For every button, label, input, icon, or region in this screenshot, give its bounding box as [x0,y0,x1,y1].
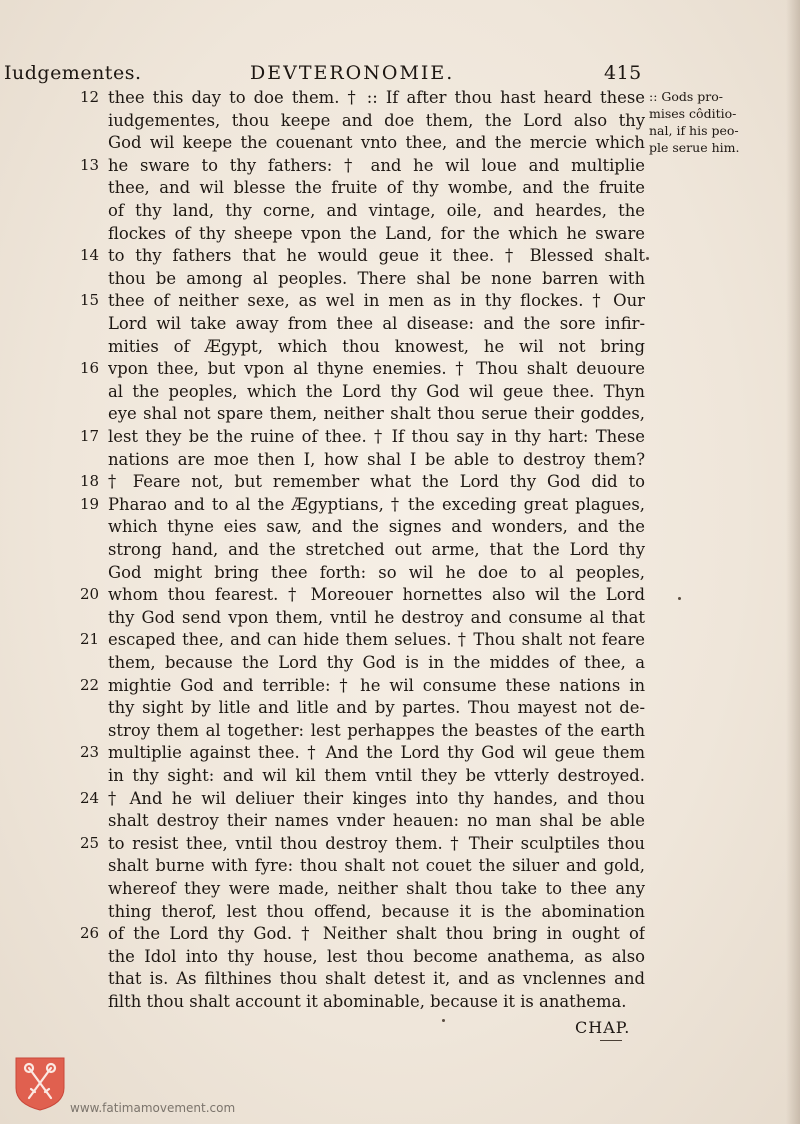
line-text: thee this day to doe them. † :: If after thou hast heard these [108,88,645,107]
verse-number: 24 [80,788,100,807]
text-line [80,131,645,154]
line-text: strong hand, and the stretched out arme, that the Lord thy [108,540,645,559]
page-number: 415 [604,62,642,84]
text-line [80,176,645,199]
verse-number: 17 [80,427,100,445]
line-text: whereof they were made, neither shalt thou take to thee any [108,879,645,898]
text-line [80,493,645,516]
verse-number: 16 [80,359,100,378]
text-line [80,538,645,561]
verse-number: 19 [80,494,100,513]
text-line [80,674,645,697]
line-text: Pharao and to al the Ægyptians, † the exceding great plagues, [108,494,645,514]
text-line [80,741,645,764]
stray-mark [678,597,681,600]
line-text: iudgementes, thou keepe and doe them, the Lord also thy [108,110,645,130]
verse-number: 21 [80,630,100,649]
verse-number: 25 [80,833,100,852]
website-watermark: www.fatimamovement.com [70,1101,236,1115]
text-line [80,945,645,968]
line-text: them, because the Lord thy God is in the middes of thee, a [108,653,645,672]
line-text: thing therof, lest thou offend, because it is the abomination [108,901,645,921]
text-line [80,312,645,335]
line-text: of the Lord thy God. † Neither shalt thou bring in ought of [108,924,645,944]
verse-number: 20 [80,585,100,604]
text-line [80,967,645,990]
line-text: thy God send vpon them, vntil he destroy and consume al that [108,607,645,627]
text-line [80,267,645,290]
line-text: thee of neither sexe, as wel in men as in thy flockes. † Our [108,291,645,311]
line-text: vpon thee, but vpon al thyne enemies. † Thou shalt deuoure [108,359,645,379]
line-text: in thy sight: and wil kil them vntil they be vtterly destroyed. [108,766,645,785]
text-line [80,109,645,132]
catchword-rule [600,1040,622,1041]
text-line [80,922,645,945]
text-line [80,809,645,832]
line-text: whom thou fearest. † Moreouer hornettes also wil the Lord [108,585,645,605]
margin-note-line: ple serue him. [649,140,740,155]
text-line [80,651,645,674]
line-text: which thyne eies saw, and the signes and wonders, and the [108,517,645,537]
verse-number: 14 [80,246,100,265]
text-line [80,900,645,923]
text-line [80,515,645,538]
text-line [80,335,645,358]
text-line [80,222,645,245]
line-text: nations are moe then I, how shal I be able to destroy them? [108,449,645,469]
text-line [80,448,645,471]
line-text: † And he wil deliuer their kinges into thy handes, and thou [108,788,645,808]
line-text: of thy land, thy corne, and vintage, oile, and heardes, the [108,201,645,220]
text-line [80,832,645,855]
line-text: God wil keepe the couenant vnto thee, and the mercie which [108,133,645,153]
line-text: stroy them al together: lest perhappes the beastes of the earth [108,720,645,740]
margin-note-line: mises côditio- [649,106,737,121]
text-line [80,289,645,312]
text-line [80,628,645,651]
line-text: the Idol into thy house, lest thou become anathema, as also [108,946,645,966]
text-line [80,877,645,900]
text-line [80,606,645,629]
text-line [80,199,645,222]
text-line [80,470,645,493]
text-line [80,764,645,787]
verse-number: 18 [80,472,100,491]
text-line [80,402,645,425]
catchword: CHAP. [575,1018,631,1037]
text-line [80,425,645,448]
line-text: thee, and wil blesse the fruite of thy wombe, and the fruite [108,178,645,198]
line-text: shalt burne with fyre: thou shalt not couet the siluer and gold, [108,856,645,876]
line-text: he sware to thy fathers: † and he wil loue and multiplie [108,155,645,175]
margin-note-line: :: Gods pro- [649,89,724,104]
line-text: to resist thee, vntil thou destroy them. † Their sculptiles thou [108,833,645,853]
margin-note [649,88,759,156]
line-text: lest they be the ruine of thee. † If thou say in thy hart: These [108,427,645,446]
stray-mark [442,1019,445,1022]
line-text: mities of Ægypt, which thou knowest, he wil not bring [108,336,645,356]
papal-seal-logo [12,1054,68,1112]
line-text: flockes of thy sheepe vpon the Land, for the which he sware [108,223,645,243]
text-line [80,583,645,606]
text-line [80,154,645,177]
running-head-left: Iudgementes. [4,62,142,84]
verse-number: 23 [80,743,100,762]
line-text: to thy fathers that he would geue it thee. † Blessed shalt [108,246,645,266]
text-line [80,357,645,380]
text-line [80,990,645,1013]
text-line [80,561,645,584]
line-text: al the peoples, which the Lord thy God wil geue thee. Thyn [108,381,645,401]
running-head-title: DEVTERONOMIE. [250,62,455,84]
verse-number: 13 [80,155,100,174]
line-text: multiplie against thee. † And the Lord thy God wil geue them [108,743,645,763]
verse-number: 26 [80,924,100,943]
line-text: mightie God and terrible: † he wil consume these nations in [108,675,645,695]
text-line [80,244,645,267]
margin-note-line: nal, if his peo- [649,123,739,138]
line-text: thou be among al peoples. There shal be none barren with [108,268,645,288]
line-text: Lord wil take away from thee al disease: and the sore infir- [108,314,645,333]
verse-number: 22 [80,675,100,694]
line-text: shalt destroy their names vnder heauen: no man shal be able [108,811,645,831]
text-line [80,787,645,810]
line-text: escaped thee, and can hide them selues. † Thou shalt not feare [108,630,645,650]
line-text: thy sight by litle and litle and by partes. Thou mayest not de- [108,698,645,718]
line-text: filth thou shalt account it abominable, because it is anathema. [108,992,627,1011]
text-line [80,719,645,742]
verse-number: 12 [80,88,100,106]
line-text: eye shal not spare them, neither shalt thou serue their goddes, [108,404,645,424]
text-line [80,86,645,109]
text-line [80,696,645,719]
stray-mark [646,257,649,260]
verse-number: 15 [80,291,100,310]
line-text: God might bring thee forth: so wil he doe to al peoples, [108,562,645,582]
text-line [80,380,645,403]
line-text: that is. As filthines thou shalt detest it, and as vnclennes and [108,969,645,989]
page-edge-shadow [786,0,800,1124]
text-line [80,854,645,877]
line-text: † Feare not, but remember what the Lord thy God did to [108,472,645,492]
